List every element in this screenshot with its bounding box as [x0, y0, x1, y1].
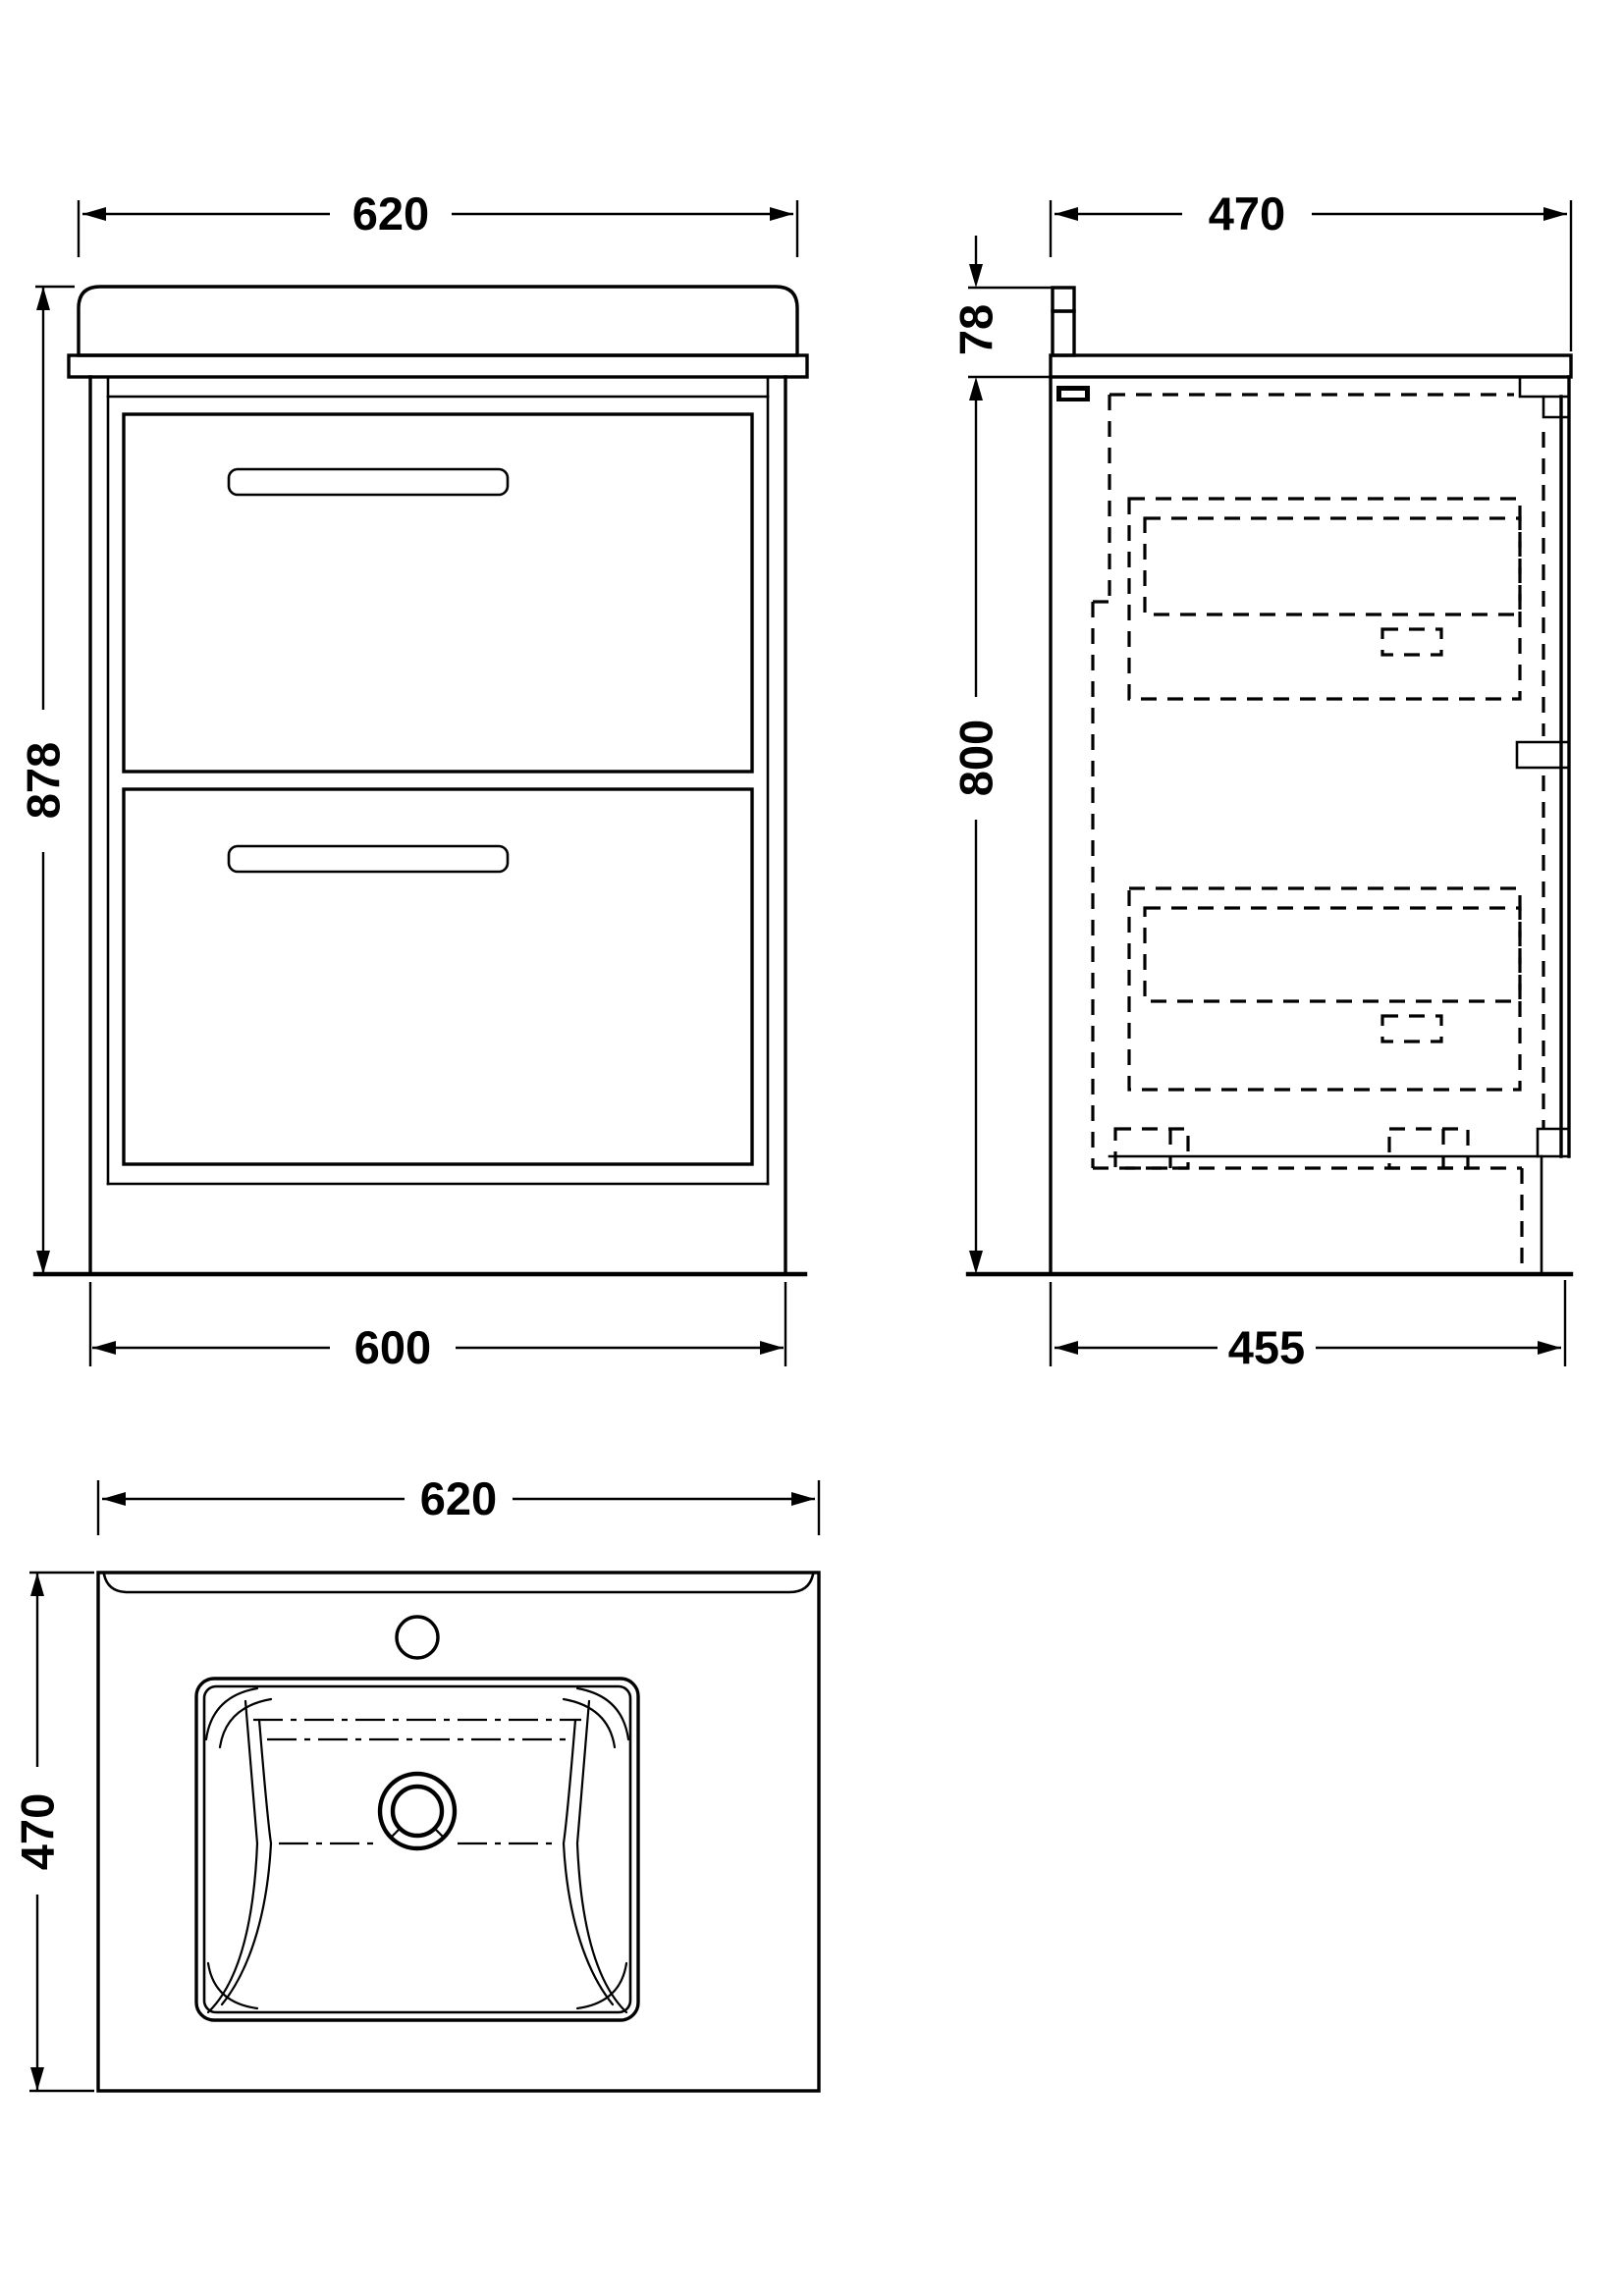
- side-basin-height-label: 78: [949, 303, 1002, 356]
- plan-tap-hole: [397, 1617, 438, 1658]
- side-cabinet-height-label: 800: [949, 719, 1002, 797]
- side-bottom-depth-dimension: [1051, 1280, 1565, 1373]
- side-tap-profile: [1053, 288, 1074, 355]
- side-upper-drawer-box: [1129, 499, 1520, 699]
- plan-width-label: 620: [419, 1472, 498, 1524]
- side-depth-top-label: 470: [1208, 187, 1286, 240]
- front-view: [18, 187, 808, 1373]
- side-hidden-interior: [1093, 395, 1543, 1274]
- front-cabinet-outline: [90, 377, 785, 1274]
- front-drawer-2-handle: [229, 846, 508, 872]
- front-height-dimension: [18, 287, 76, 1274]
- front-basin-slab: [79, 287, 797, 355]
- plan-drain: [380, 1774, 455, 1848]
- plan-depth-label: 470: [11, 1792, 64, 1871]
- side-view: [950, 187, 1572, 1373]
- front-width-dimension: [79, 187, 797, 257]
- plan-basin-side-walls: [208, 1701, 626, 2012]
- side-depth-dimension: [1051, 187, 1571, 351]
- plan-basin-breaklines: [253, 1720, 581, 1843]
- front-bottom-width-dimension: [90, 1282, 785, 1373]
- side-lower-drawer-runner: [1382, 1016, 1441, 1041]
- side-lower-drawer-box: [1129, 888, 1520, 1090]
- plan-back-ledge: [104, 1575, 813, 1592]
- side-depth-bottom-label: 455: [1227, 1321, 1306, 1373]
- front-width-bottom-label: 600: [353, 1321, 432, 1373]
- side-feet-hidden: [1115, 1129, 1468, 1168]
- plan-depth-dimension: [12, 1573, 95, 2091]
- front-drawer-2: [124, 789, 752, 1164]
- plan-view: [12, 1472, 820, 2091]
- side-countertop-slab: [1051, 355, 1571, 377]
- front-drawer-1-handle: [229, 469, 508, 495]
- side-wall-bracket: [1056, 386, 1090, 401]
- side-basin-height-dimension: [950, 236, 1054, 432]
- front-width-top-label: 620: [352, 187, 430, 240]
- plan-width-dimension: [98, 1472, 819, 1535]
- front-drawer-1: [124, 414, 752, 772]
- front-countertop-edge: [69, 355, 807, 377]
- front-height-label: 878: [17, 741, 70, 820]
- side-upper-drawer-runner: [1382, 629, 1441, 655]
- side-cabinet-height-dimension: [950, 432, 1002, 1274]
